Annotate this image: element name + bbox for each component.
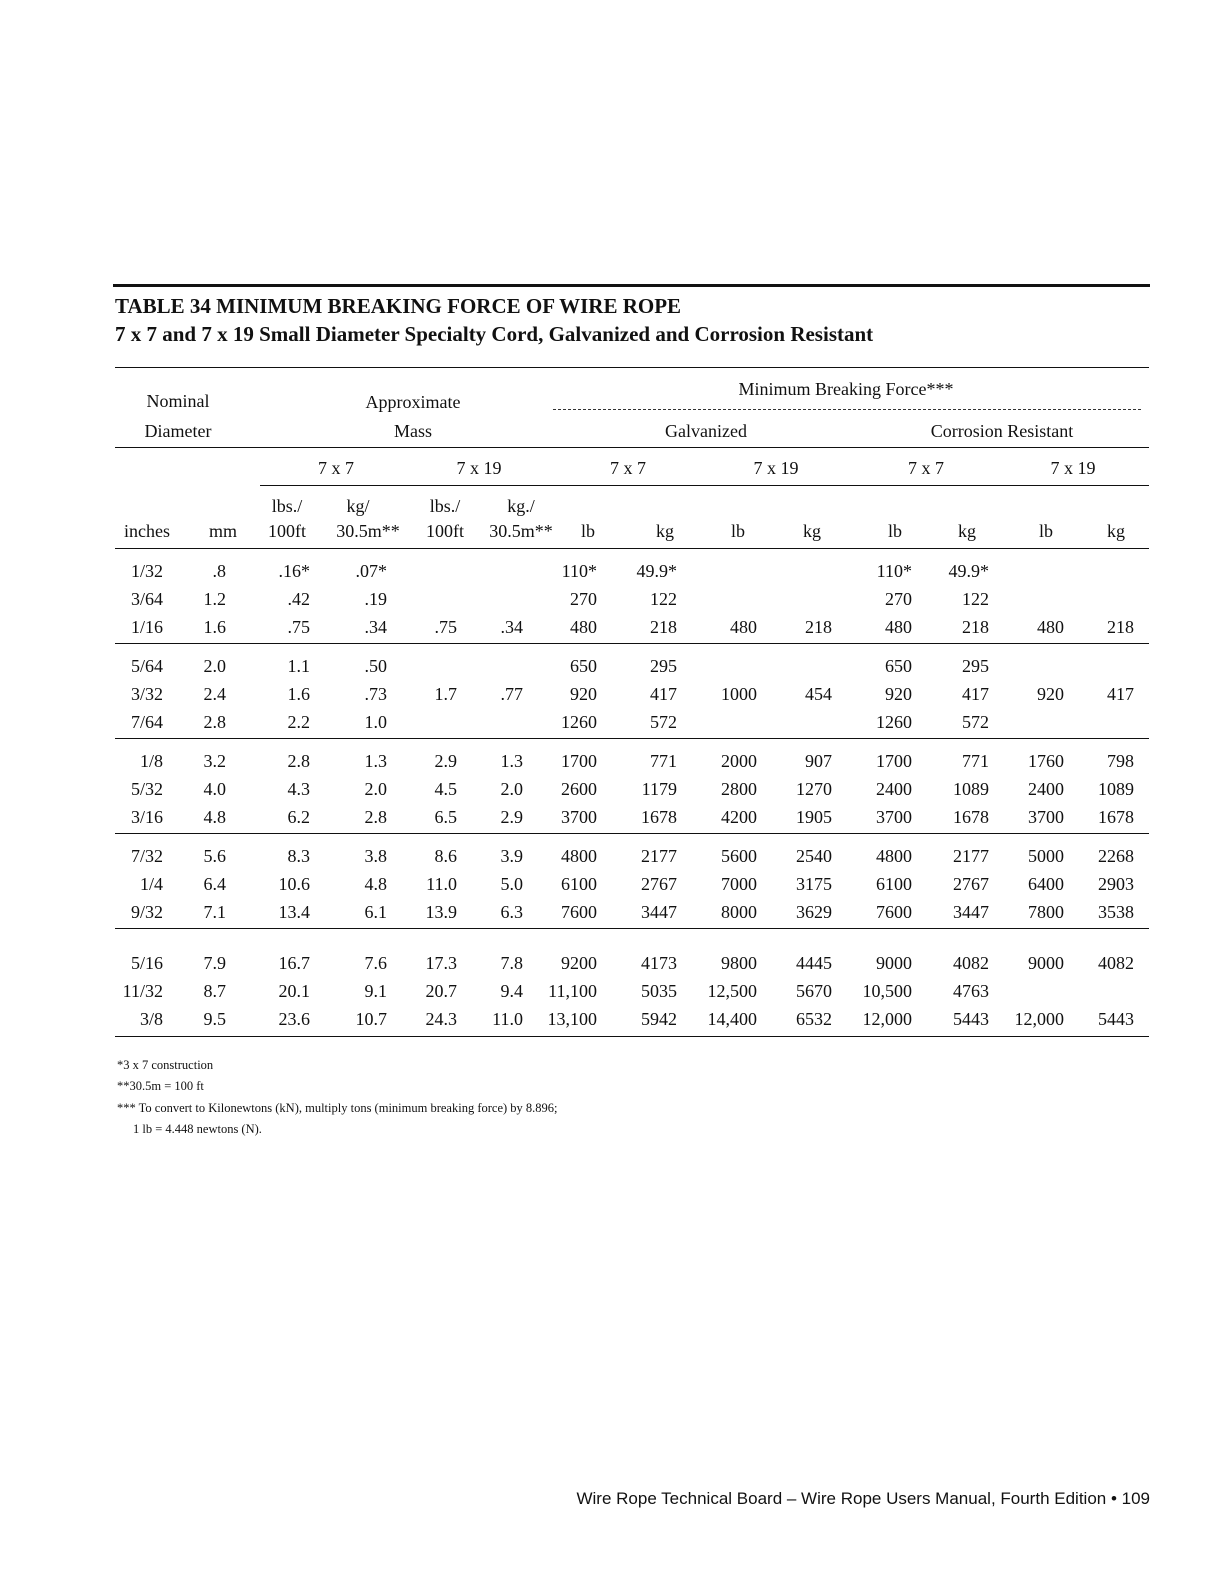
table-cell: 6100 (561, 874, 597, 894)
table-cell: 771 (962, 751, 989, 771)
header-mid-rule (115, 447, 1149, 448)
table-cell: 13,100 (547, 1009, 597, 1029)
table-cell: 1.6 (287, 684, 310, 704)
table-cell: 11.0 (426, 874, 457, 894)
table-cell: 1260 (561, 712, 597, 732)
table-cell: 4800 (561, 846, 597, 866)
table-cell: 6.5 (434, 807, 457, 827)
table-cell: 1260 (876, 712, 912, 732)
table-cell: 218 (650, 617, 677, 637)
table-cell: 12,000 (862, 1009, 912, 1029)
table-cell: 4173 (641, 953, 677, 973)
table-cell: 4200 (721, 807, 757, 827)
header-approximate: Approximate (365, 392, 461, 412)
table-cell: 7600 (561, 902, 597, 922)
table-cell: 2600 (561, 779, 597, 799)
table-cell: 3/32 (130, 684, 163, 704)
table-cell: .42 (287, 589, 310, 609)
table-cell: 11/32 (122, 981, 163, 1001)
unit-label: kg (1107, 521, 1125, 541)
table-cell: 23.6 (278, 1009, 310, 1029)
table-cell: 9.5 (203, 1009, 226, 1029)
table-cell: 9000 (876, 953, 912, 973)
table-cell: 5/64 (130, 656, 163, 676)
table-cell: 122 (650, 589, 677, 609)
table-cell: 5.6 (203, 846, 226, 866)
table-cell: 2.4 (203, 684, 226, 704)
table-cell: 480 (885, 617, 912, 637)
table-cell: 7.9 (203, 953, 226, 973)
table-cell: .07* (355, 561, 387, 581)
table-cell: 920 (1037, 684, 1064, 704)
unit-top-kg-7x19: kg./ (507, 496, 535, 516)
table-cell: 1678 (953, 807, 989, 827)
table-cell: 5.0 (500, 874, 523, 894)
table-cell: 2903 (1098, 874, 1134, 894)
table-cell: 5942 (641, 1009, 677, 1029)
table-cell: 4.3 (287, 779, 310, 799)
table-cell: 3700 (1028, 807, 1064, 827)
header-corrosion-resistant: Corrosion Resistant (930, 421, 1074, 441)
table-cell: 7800 (1028, 902, 1064, 922)
table-cell: 907 (805, 751, 832, 771)
table-cell: 1905 (796, 807, 832, 827)
table-cell: 2000 (721, 751, 757, 771)
table-cell: 9.1 (364, 981, 387, 1001)
unit-label: lb (887, 521, 903, 541)
table-cell: 2.9 (500, 807, 523, 827)
header-diameter: Diameter (144, 421, 212, 441)
table-cell: 798 (1107, 751, 1134, 771)
table-cell: 5/16 (130, 953, 163, 973)
table-cell: 2.0 (203, 656, 226, 676)
footnote-1: *3 x 7 construction (117, 1058, 214, 1072)
table-cell: 270 (570, 589, 597, 609)
table-cell: 2177 (641, 846, 677, 866)
table-cell: 5035 (641, 981, 677, 1001)
table-cell: 2.8 (287, 751, 310, 771)
table-cell: 110* (561, 561, 597, 581)
table-cell: 9.4 (500, 981, 523, 1001)
unit-top-lbs-7x7: lbs./ (271, 496, 303, 516)
table-cell: 771 (650, 751, 677, 771)
table-title-block (115, 292, 873, 348)
table-cell: 7.1 (203, 902, 226, 922)
table-cell: 12,000 (1014, 1009, 1064, 1029)
table-cell: 295 (650, 656, 677, 676)
table-cell: 1700 (876, 751, 912, 771)
unit-label: 30.5m** (336, 521, 400, 541)
table-cell: 270 (885, 589, 912, 609)
header-bottom-rule (115, 548, 1149, 549)
unit-label: kg (958, 521, 976, 541)
table-cell: 3700 (561, 807, 597, 827)
table-cell: 5443 (953, 1009, 989, 1029)
footnote-3: *** To convert to Kilonewtons (kN), multiply tons (minimum breaking force) by 8.896; (117, 1101, 558, 1115)
table-cell: .8 (212, 561, 226, 581)
group-rule (115, 833, 1149, 834)
table-cell: 16.7 (278, 953, 310, 973)
table-cell: 1700 (561, 751, 597, 771)
construction-rule (260, 485, 1149, 486)
table-cell: 8.7 (203, 981, 226, 1001)
table-cell: 1000 (721, 684, 757, 704)
table-cell: 4.8 (203, 807, 226, 827)
table-cell: 5443 (1098, 1009, 1134, 1029)
table-cell: 6.1 (364, 902, 387, 922)
header-galvanized: Galvanized (665, 421, 747, 441)
table-cell: 3/16 (130, 807, 163, 827)
table-cell: 480 (570, 617, 597, 637)
table-cell: 13.4 (278, 902, 310, 922)
table-cell: .34 (500, 617, 523, 637)
table-cell: 5670 (796, 981, 832, 1001)
table-cell: 1.6 (203, 617, 226, 637)
table-cell: 218 (1107, 617, 1134, 637)
table-cell: 2268 (1098, 846, 1134, 866)
table-cell: 7/32 (130, 846, 163, 866)
table-cell: 4445 (796, 953, 832, 973)
table-cell: 2800 (721, 779, 757, 799)
table-cell: 5/32 (130, 779, 163, 799)
table-cell: 3/8 (139, 1009, 163, 1029)
table-cell: 9000 (1028, 953, 1064, 973)
table-cell: 1/16 (130, 617, 163, 637)
table-cell: 6532 (796, 1009, 832, 1029)
table-cell: 6400 (1028, 874, 1064, 894)
table-cell: 1/32 (130, 561, 163, 581)
unit-label: lb (730, 521, 746, 541)
table-cell: 3.2 (203, 751, 226, 771)
table-cell: 2.0 (500, 779, 523, 799)
table-cell: .16* (278, 561, 310, 581)
table-cell: 3447 (641, 902, 677, 922)
table-cell: 920 (885, 684, 912, 704)
table-cell: 20.7 (425, 981, 457, 1001)
table-cell: 2.0 (364, 779, 387, 799)
table-cell: 7600 (876, 902, 912, 922)
table-cell: 17.3 (425, 953, 457, 973)
table-cell: 4763 (953, 981, 989, 1001)
table-cell: 2.8 (203, 712, 226, 732)
table-cell: 1.3 (364, 751, 387, 771)
table-cell: 417 (1107, 684, 1134, 704)
table-cell: .19 (364, 589, 387, 609)
table-cell: 650 (570, 656, 597, 676)
table-cell: 11,100 (548, 981, 597, 1001)
table-cell: 1678 (1098, 807, 1134, 827)
table-cell: 1.2 (203, 589, 226, 609)
table-cell: 10.6 (278, 874, 310, 894)
table-cell: 2.2 (287, 712, 310, 732)
table-cell: 1.0 (364, 712, 387, 732)
table-cell: 1270 (796, 779, 832, 799)
table-cell: 1/8 (139, 751, 163, 771)
table-cell: 9800 (721, 953, 757, 973)
table-cell: 572 (650, 712, 677, 732)
table-cell: 2540 (796, 846, 832, 866)
unit-label: kg (803, 521, 821, 541)
unit-label: mm (208, 521, 238, 541)
table-cell: 3.8 (364, 846, 387, 866)
table-cell: 10.7 (355, 1009, 387, 1029)
table-cell: 13.9 (425, 902, 457, 922)
table-cell: 8000 (721, 902, 757, 922)
construction-cr-7x7: 7 x 7 (908, 458, 944, 478)
table-cell: 3/64 (130, 589, 163, 609)
table-cell: 49.9* (636, 561, 677, 581)
group-rule (115, 1036, 1149, 1037)
table-cell: 8.6 (434, 846, 457, 866)
table-cell: 3700 (876, 807, 912, 827)
table-cell: 2.8 (364, 807, 387, 827)
table-cell: 6.2 (287, 807, 310, 827)
table-cell: 417 (962, 684, 989, 704)
table-cell: 4082 (953, 953, 989, 973)
table-cell: 4.0 (203, 779, 226, 799)
table-cell: 2400 (876, 779, 912, 799)
table-cell: 1.7 (434, 684, 457, 704)
table-cell: 4.8 (364, 874, 387, 894)
page-footer: Wire Rope Technical Board – Wire Rope Users Manual, Fourth Edition • 109 (576, 1489, 1150, 1508)
table-cell: 480 (1037, 617, 1064, 637)
header-top-rule (115, 367, 1149, 368)
table-cell: 1678 (641, 807, 677, 827)
table-cell: 650 (885, 656, 912, 676)
table-cell: 14,400 (707, 1009, 757, 1029)
table-cell: 2.9 (434, 751, 457, 771)
table-cell: 920 (570, 684, 597, 704)
unit-top-kg-7x7: kg/ (346, 496, 370, 516)
table-cell: 3538 (1098, 902, 1134, 922)
table-cell: 1.1 (287, 656, 310, 676)
table-cell: 5000 (1028, 846, 1064, 866)
table-cell: 8.3 (287, 846, 310, 866)
table-cell: 1089 (953, 779, 989, 799)
header-nominal: Nominal (146, 391, 210, 411)
table-cell: 454 (805, 684, 832, 704)
table-cell: 480 (730, 617, 757, 637)
header-mass: Mass (393, 421, 433, 441)
table-cell: 7000 (721, 874, 757, 894)
unit-top-lbs-7x19: lbs./ (429, 496, 461, 516)
table-cell: 1760 (1028, 751, 1064, 771)
table-cell: 122 (962, 589, 989, 609)
construction-galv-7x19: 7 x 19 (753, 458, 799, 478)
table-cell: .77 (500, 684, 523, 704)
title-rule (113, 284, 1150, 287)
table-cell: 1.3 (500, 751, 523, 771)
table-cell: 49.9* (948, 561, 989, 581)
table-cell: 2177 (953, 846, 989, 866)
unit-label: 30.5m** (489, 521, 553, 541)
table-cell: 3.9 (500, 846, 523, 866)
table-cell: 1179 (641, 779, 677, 799)
table-cell: 295 (962, 656, 989, 676)
table-cell: 1089 (1098, 779, 1134, 799)
table-cell: 2767 (953, 874, 989, 894)
table-cell: 4082 (1098, 953, 1134, 973)
table-cell: 10,500 (862, 981, 912, 1001)
construction-mass-7x19: 7 x 19 (456, 458, 502, 478)
table-cell: 6.3 (500, 902, 523, 922)
table-cell: 2400 (1028, 779, 1064, 799)
table-cell: 12,500 (707, 981, 757, 1001)
table-cell: 4.5 (434, 779, 457, 799)
table-cell: 6.4 (203, 874, 226, 894)
table-cell: .75 (287, 617, 310, 637)
table-cell: .75 (434, 617, 457, 637)
table-cell: 24.3 (425, 1009, 457, 1029)
table-cell: .73 (364, 684, 387, 704)
table-cell: 11.0 (492, 1009, 523, 1029)
table-cell: 5600 (721, 846, 757, 866)
table-cell: 2767 (641, 874, 677, 894)
table-cell: 9/32 (130, 902, 163, 922)
unit-label: 100ft (426, 521, 464, 541)
table-cell: 7/64 (130, 712, 163, 732)
table-subtitle: 7 x 7 and 7 x 19 Small Diameter Specialty Cord, Galvanized and Corrosion Resistant (115, 322, 874, 346)
unit-label: kg (656, 521, 674, 541)
table-cell: 3629 (796, 902, 832, 922)
group-rule (115, 738, 1149, 739)
group-rule (115, 643, 1149, 644)
table-cell: 6100 (876, 874, 912, 894)
construction-cr-7x19: 7 x 19 (1050, 458, 1096, 478)
table-cell: 3175 (796, 874, 832, 894)
construction-mass-7x7: 7 x 7 (318, 458, 354, 478)
unit-label: 100ft (268, 521, 306, 541)
breaking-force-divider (553, 409, 1141, 410)
table-cell: 1/4 (139, 874, 163, 894)
unit-label: lb (1038, 521, 1054, 541)
table-cell: 9200 (561, 953, 597, 973)
table-cell: 20.1 (278, 981, 310, 1001)
table-cell: 4800 (876, 846, 912, 866)
construction-galv-7x7: 7 x 7 (610, 458, 646, 478)
table-cell: 7.8 (500, 953, 523, 973)
table-cell: 7.6 (364, 953, 387, 973)
table-title: TABLE 34 MINIMUM BREAKING FORCE OF WIRE ROPE (115, 294, 682, 318)
header-min-breaking-force: Minimum Breaking Force*** (738, 379, 954, 399)
footnote-2: **30.5m = 100 ft (117, 1079, 204, 1093)
table-cell: .50 (364, 656, 387, 676)
footnote-4: 1 lb = 4.448 newtons (N). (133, 1122, 262, 1136)
group-rule (115, 928, 1149, 929)
table-cell: 218 (962, 617, 989, 637)
table-cell: 3447 (953, 902, 989, 922)
table-cell: 572 (962, 712, 989, 732)
table-cell: .34 (364, 617, 387, 637)
table-cell: 110* (876, 561, 912, 581)
unit-label: inches (124, 521, 170, 541)
table-cell: 417 (650, 684, 677, 704)
unit-label: lb (580, 521, 596, 541)
table-cell: 218 (805, 617, 832, 637)
